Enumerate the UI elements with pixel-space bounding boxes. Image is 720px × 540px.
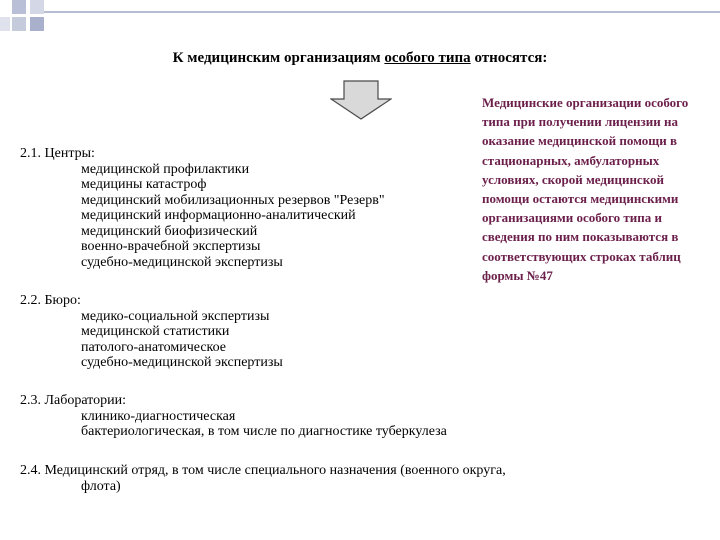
section-title: 2.1. Центры: (20, 146, 95, 161)
down-arrow-icon (330, 80, 392, 120)
title-prefix: К медицинским организациям (172, 50, 385, 66)
section-title: 2.2. Бюро: (20, 293, 81, 308)
title-underlined: особого типа (384, 50, 471, 66)
list-item: клинико-диагностическая (81, 408, 236, 424)
section-laboratories (20, 393, 447, 440)
section-centers (20, 146, 385, 270)
list-item: медико-социальной экспертизы (81, 308, 270, 324)
list-item: бактериологическая, в том числе по диагностике туберкулеза (81, 424, 447, 439)
decor-square (12, 17, 26, 31)
decor-square (30, 0, 44, 14)
section-medical-detachment (20, 463, 506, 494)
page-title (0, 50, 720, 67)
section-title: 2.4. Медицинский отряд, в том числе специального назначения (военного округа, (20, 463, 506, 478)
list-item: медицинский информационно-аналитический (81, 208, 356, 223)
title-suffix: относятся: (470, 50, 548, 66)
decor-square (0, 17, 10, 31)
list-item: медицинский биофизический (81, 223, 258, 239)
list-item: судебно-медицинской экспертизы (81, 254, 283, 270)
decor-square (12, 0, 26, 14)
list-item: медицинской профилактики (81, 161, 250, 177)
list-item: медицины катастроф (81, 177, 207, 192)
list-item: медицинской статистики (81, 324, 230, 339)
list-item: флота) (81, 478, 121, 494)
section-title: 2.3. Лаборатории: (20, 393, 126, 408)
list-item: патолого-анатомическое (81, 339, 227, 355)
sidebar-note: Медицинские организации особого типа при получении лицензии на оказание медицинской помощи в стационарных, амбулаторных условиях, скорой медицинской помощи остаются медицинскими организациями особого типа и сведения по ним показываются в соответствующих строках таблиц формы №47 (482, 95, 689, 283)
list-item: судебно-медицинской экспертизы (81, 355, 283, 370)
decor-square (30, 17, 44, 31)
list-item: военно-врачебной экспертизы (81, 239, 261, 254)
list-item: медицинский мобилизационных резервов "Резерв" (81, 192, 385, 208)
decor-top-line (44, 11, 720, 13)
section-bureaus (20, 293, 283, 371)
